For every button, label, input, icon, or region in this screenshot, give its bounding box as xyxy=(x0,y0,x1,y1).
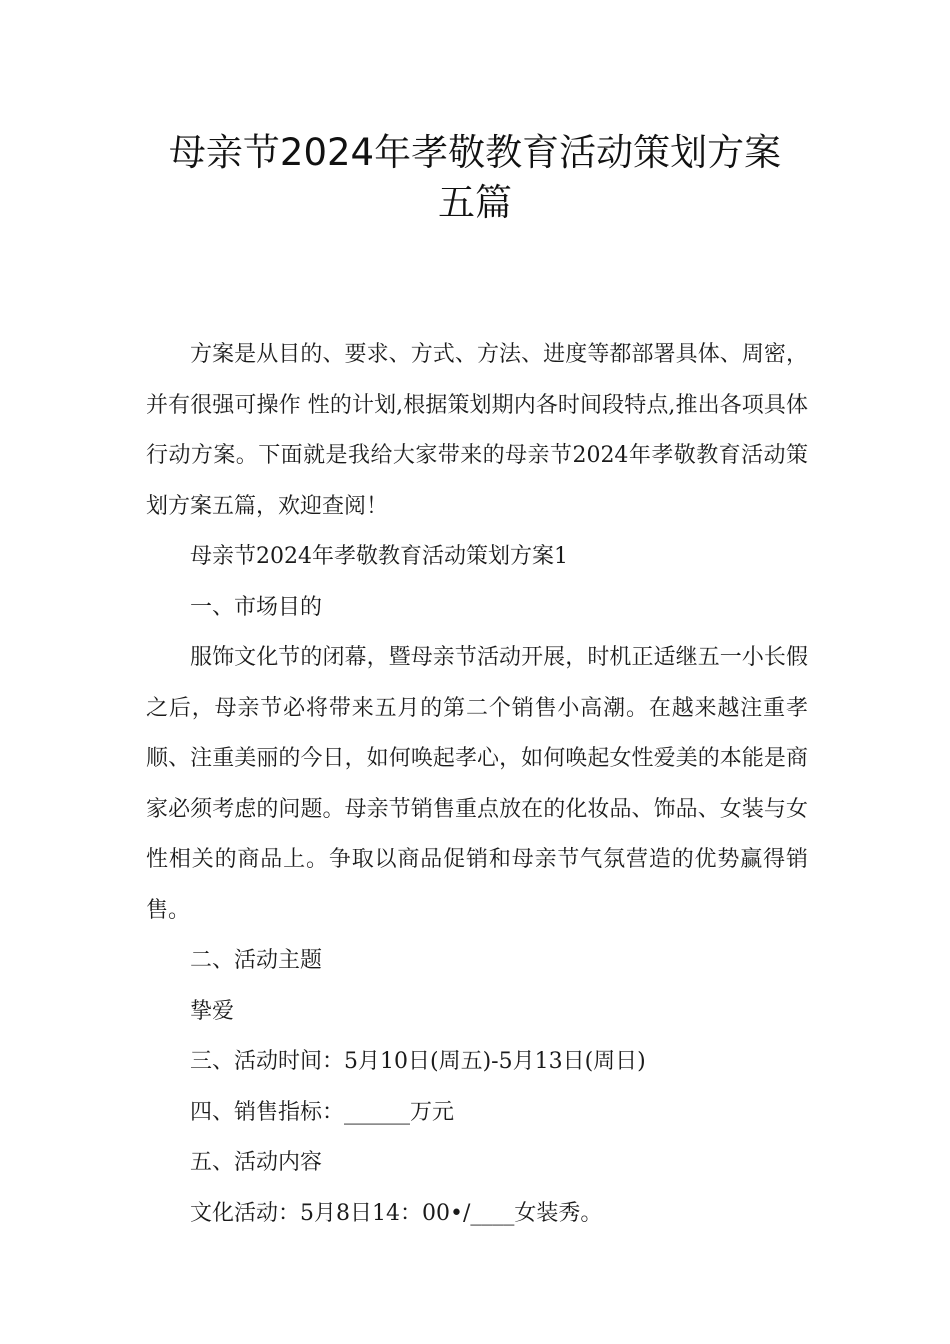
title-line-1: 母亲节2024年孝敬教育活动策划方案 xyxy=(168,131,782,174)
heading-activity-content: 五、活动内容 xyxy=(190,1150,323,1175)
activity-time-line: 三、活动时间：5月10日(周五)-5月13日(周日) xyxy=(190,1049,646,1074)
heading-activity-theme: 二、活动主题 xyxy=(190,948,323,973)
heading-market-goal: 一、市场目的 xyxy=(190,594,323,620)
sales-target-line: 四、销售指标：______万元 xyxy=(190,1099,455,1125)
cultural-activity-line: 文化活动：5月8日14：00•/____女装秀。 xyxy=(190,1200,603,1226)
title-line-2: 五篇 xyxy=(438,181,512,224)
market-goal-paragraph: 服饰文化节的闭幕，暨母亲节活动开展，时机正适继五一小长假之后，母亲节必将带来五月的第二个销售小高潮。在越来越注重孝顺、注重美丽的今日，如何唤起孝心，如何唤起女性爱美的本能是商家必须考虑的问题。母亲节销售重点放在的化妆品、饰品、女装与女性相关的商品上。争取以商品促销和母亲节气氛营造的优势赢得销售。 xyxy=(146,645,808,923)
activity-theme-text: 挚爱 xyxy=(190,998,235,1024)
document-body xyxy=(146,330,808,1239)
section-heading-plan-1: 母亲节2024年孝敬教育活动策划方案1 xyxy=(190,544,568,569)
intro-paragraph: 方案是从目的、要求、方式、方法、进度等都部署具体、周密，并有很强可操作 性的计划,根据策划期内各时间段特点,推出各项具体行动方案。下面就是我给大家带来的母亲节2024年孝敬教育活动策划方案五篇，欢迎查阅！ xyxy=(146,342,808,519)
document-title xyxy=(120,128,830,228)
